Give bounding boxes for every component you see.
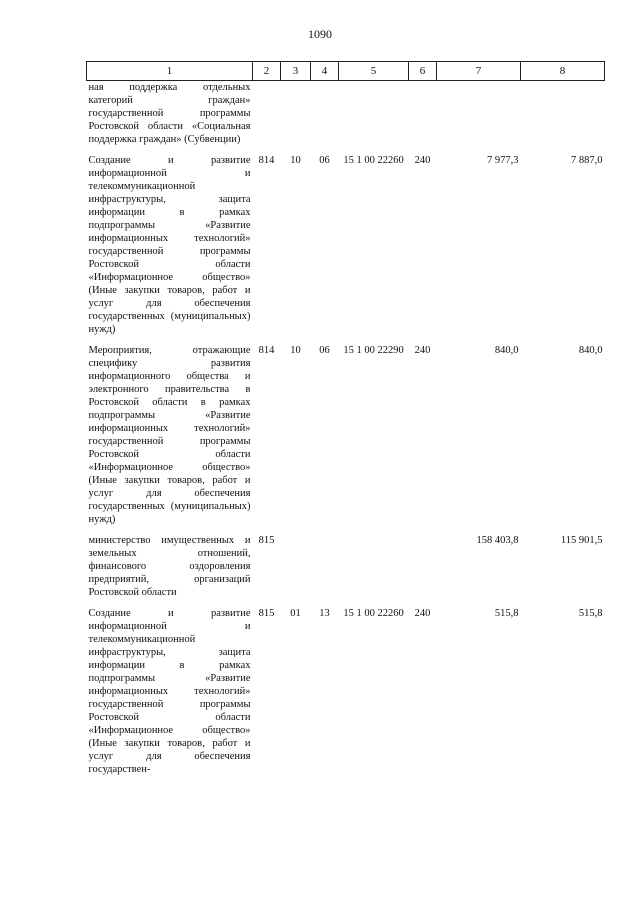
row-section-code: 10 (290, 345, 301, 356)
column-header: 4 (311, 62, 339, 81)
row-ministry-code: 814 (258, 155, 275, 166)
row-expense-type: 240 (414, 155, 431, 166)
row-subsection-code (311, 81, 339, 155)
table-row (87, 81, 605, 155)
row-target-code: 15 1 00 22290 (343, 345, 404, 356)
table-row (87, 344, 605, 534)
row-section-code (281, 81, 311, 155)
column-header: 6 (409, 62, 437, 81)
row-amount-1 (437, 81, 521, 155)
column-header: 8 (521, 62, 605, 81)
row-subsection-code (311, 534, 339, 607)
table-header-row (87, 62, 605, 81)
row-section-code (281, 534, 311, 607)
row-amount-1: 158 403,8 (476, 535, 519, 546)
row-ministry-code (253, 81, 281, 155)
column-header: 3 (281, 62, 311, 81)
row-ministry-code: 814 (258, 345, 275, 356)
row-description: ная поддержка отдельных категорий граждан» государственной программы Ростовской области «Социальная поддержка граждан» (Субвенции) (88, 82, 251, 145)
row-description: Создание и развитие информационной и телекоммуникационной инфраструктуры, защита информации в рамках подпрограммы «Развитие информационных технологий» государственной программы Ростовской области «Информационное общество» (Иные закупки товаров, работ и услуг для обеспечения государствен- (88, 608, 251, 775)
row-expense-type (409, 81, 437, 155)
row-description: Создание и развитие информационной и телекоммуникационной инфраструктуры, защита информации в рамках подпрограммы «Развитие информационных технологий» государственной программы Ростовской области «Информационное общество» (Иные закупки товаров, работ и услуг для обеспечения государственных (муниципальных) нужд) (88, 155, 251, 335)
row-amount-2: 515,8 (578, 608, 603, 619)
row-section-code: 01 (290, 608, 301, 619)
row-ministry-code: 815 (258, 608, 275, 619)
row-expense-type: 240 (414, 608, 431, 619)
row-amount-2 (521, 81, 605, 155)
row-expense-type (409, 534, 437, 607)
row-amount-1: 7 977,3 (487, 155, 519, 166)
table-row (87, 534, 605, 607)
row-target-code (339, 81, 409, 155)
row-amount-1: 515,8 (494, 608, 519, 619)
row-target-code: 15 1 00 22260 (343, 155, 404, 166)
column-header: 2 (253, 62, 281, 81)
row-target-code: 15 1 00 22260 (343, 608, 404, 619)
row-section-code: 10 (290, 155, 301, 166)
row-target-code (339, 534, 409, 607)
budget-table (86, 61, 605, 784)
column-header: 1 (87, 62, 253, 81)
row-subsection-code: 06 (319, 345, 330, 356)
row-expense-type: 240 (414, 345, 431, 356)
column-header: 7 (437, 62, 521, 81)
row-amount-2: 840,0 (578, 345, 603, 356)
row-subsection-code: 13 (319, 608, 330, 619)
page-number: 1090 (308, 27, 332, 41)
column-header: 5 (339, 62, 409, 81)
row-amount-1: 840,0 (494, 345, 519, 356)
row-subsection-code: 06 (319, 155, 330, 166)
row-description: Мероприятия, отражающие специфику развития информационного общества и электронного правительства в Ростовской области в рамках подпрограммы «Развитие информационных технологий» государственной программы Ростовской области «Информационное общество» (Иные закупки товаров, работ и услуг для обеспечения государственных (муниципальных) нужд) (88, 345, 251, 525)
row-ministry-code: 815 (258, 535, 275, 546)
table-row (87, 607, 605, 784)
table-row (87, 154, 605, 344)
row-amount-2: 115 901,5 (560, 535, 603, 546)
row-amount-2: 7 887,0 (571, 155, 603, 166)
row-description: министерство имущественных и земельных отношений, финансового оздоровления предприятий, организаций Ростовской области (88, 535, 251, 598)
